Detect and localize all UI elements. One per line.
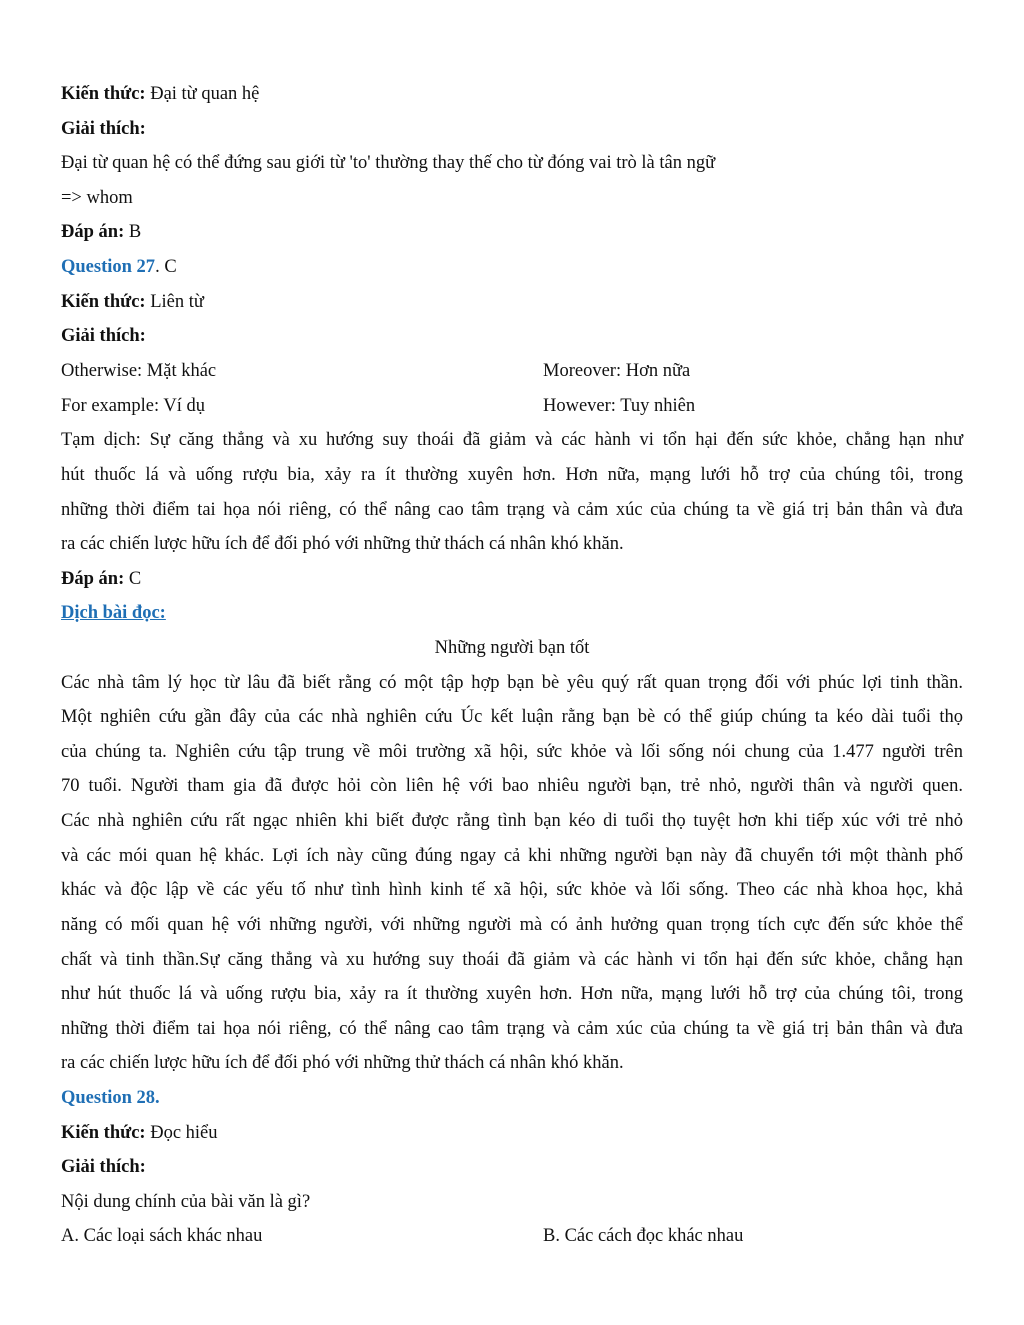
option-moreover: Moreover: Hơn nữa: [543, 361, 691, 381]
reading-line: Một nghiên cứu gần đây của các nhà nghiên cứu Úc kết luận rằng bạn bè có thể giúp chúng ta kéo dài tuổi thọ: [61, 707, 963, 727]
option-otherwise: Otherwise: Mặt khác: [61, 361, 217, 381]
reading-line: như hút thuốc lá và uống rượu bia, xảy ra ít thường xuyên hơn. Hơn nữa, mạng lưới hỗ trợ của chúng tôi, trong: [61, 984, 963, 1004]
answer-label: Đáp án:: [61, 569, 125, 589]
option-b: B. Các cách đọc khác nhau: [543, 1226, 744, 1246]
q27-translation-line: Tạm dịch: Sự căng thẳng và xu hướng suy thoái đã giảm và các hành vi tổn hại đến sức khỏe, chẳng hạn như: [61, 430, 963, 450]
reading-translation-link[interactable]: Dịch bài đọc:: [61, 603, 166, 623]
q27-option-row: [61, 359, 963, 383]
reading-line: và các mói quan hệ khác. Lợi ích này cũng đúng ngay cả khi những người bạn này đã chuyển tới một thành phố: [61, 846, 963, 866]
q28-title: Question 28.: [61, 1088, 160, 1108]
reading-line: của chúng ta. Nghiên cứu tập trung về môi trường xã hội, sức khỏe và lối sống nói chung của 1.477 người trên: [61, 742, 963, 762]
q27-translation-line: ra các chiến lược hữu ích để đối phó với những thử thách cá nhân khó khăn.: [61, 534, 624, 554]
reading-line: 70 tuổi. Người tham gia đã được hỏi còn liên hệ với bao nhiêu người bạn, trẻ nhỏ, người thân và người quen.: [61, 776, 963, 796]
option-however: However: Tuy nhiên: [543, 396, 696, 416]
q27-translation-line: hút thuốc lá và uống rượu bia, xảy ra ít thường xuyên hơn. Hơn nữa, mạng lưới hỗ trợ của chúng tôi, trong: [61, 465, 963, 485]
q26-explain-text: Đại từ quan hệ có thể đứng sau giới từ 'to' thường thay thế cho từ đóng vai trò là tân ngữ: [61, 153, 716, 173]
q26-arrow-line: => whom: [61, 188, 133, 208]
q27-answer-line: [61, 567, 963, 591]
reading-line: ra các chiến lược hữu ích để đối phó với những thử thách cá nhân khó khăn.: [61, 1053, 624, 1073]
reading-line: năng có mối quan hệ với những người, với những người mà có ảnh hưởng quan trọng tích cực đến sức khỏe thể: [61, 915, 963, 935]
q27-explain-label: Giải thích:: [61, 326, 146, 346]
knowledge-label: Kiến thức:: [61, 84, 146, 104]
question-title: Question 27: [61, 257, 156, 277]
answer-label: Đáp án:: [61, 222, 125, 242]
option-for-example: For example: Ví dụ: [61, 396, 206, 416]
q27-knowledge-line: [61, 290, 963, 314]
reading-translation-heading: [61, 601, 963, 625]
option-a: A. Các loại sách khác nhau: [61, 1226, 263, 1246]
knowledge-value: Đọc hiểu: [145, 1123, 218, 1143]
reading-line: Các nhà nghiên cứu rất ngạc nhiên khi biết được rằng tình bạn kéo di tuổi thọ tuyệt hơn khi tiếp xúc với trẻ nhỏ: [61, 811, 963, 831]
q27-translation-line: những thời điểm tai họa nói riêng, có thể nâng cao tâm trạng và cảm xúc của chúng ta về giá trị bản thân và đưa: [61, 500, 963, 520]
knowledge-label: Kiến thức:: [61, 292, 146, 312]
q26-answer-line: [61, 220, 963, 244]
q26-knowledge-line: [61, 82, 963, 106]
reading-title: Những người bạn tốt: [434, 638, 590, 658]
answer-value: B: [124, 222, 142, 242]
reading-line: chất và tinh thần.Sự căng thẳng và xu hướng suy thoái đã giảm và các hành vi tổn hại đến sức khỏe, chẳng hạn: [61, 950, 963, 970]
reading-line: khác và độc lập về các yếu tố như tình hình kinh tế xã hội, sức khỏe và lối sống. Theo các nhà khoa học, khả: [61, 880, 963, 900]
q28-option-row: [61, 1224, 963, 1248]
q27-heading: [61, 255, 963, 279]
knowledge-value: Liên từ: [145, 292, 204, 312]
q27-option-row: [61, 394, 963, 418]
reading-line: Các nhà tâm lý học từ lâu đã biết rằng có một tập hợp bạn bè yêu quý rất quan trọng đối với phúc lợi tinh thần.: [61, 673, 963, 693]
q28-explain-label: Giải thích:: [61, 1157, 146, 1177]
q26-explain-label: Giải thích:: [61, 119, 146, 139]
q28-question-text: Nội dung chính của bài văn là gì?: [61, 1192, 311, 1212]
answer-value: C: [124, 569, 142, 589]
question-answer-suffix: . C: [155, 257, 177, 277]
q28-knowledge-line: [61, 1121, 963, 1145]
knowledge-label: Kiến thức:: [61, 1123, 146, 1143]
knowledge-value: Đại từ quan hệ: [145, 84, 260, 104]
reading-line: những thời điểm tai họa nói riêng, có thể nâng cao tâm trạng và cảm xúc của chúng ta về giá trị bản thân và đưa: [61, 1019, 963, 1039]
